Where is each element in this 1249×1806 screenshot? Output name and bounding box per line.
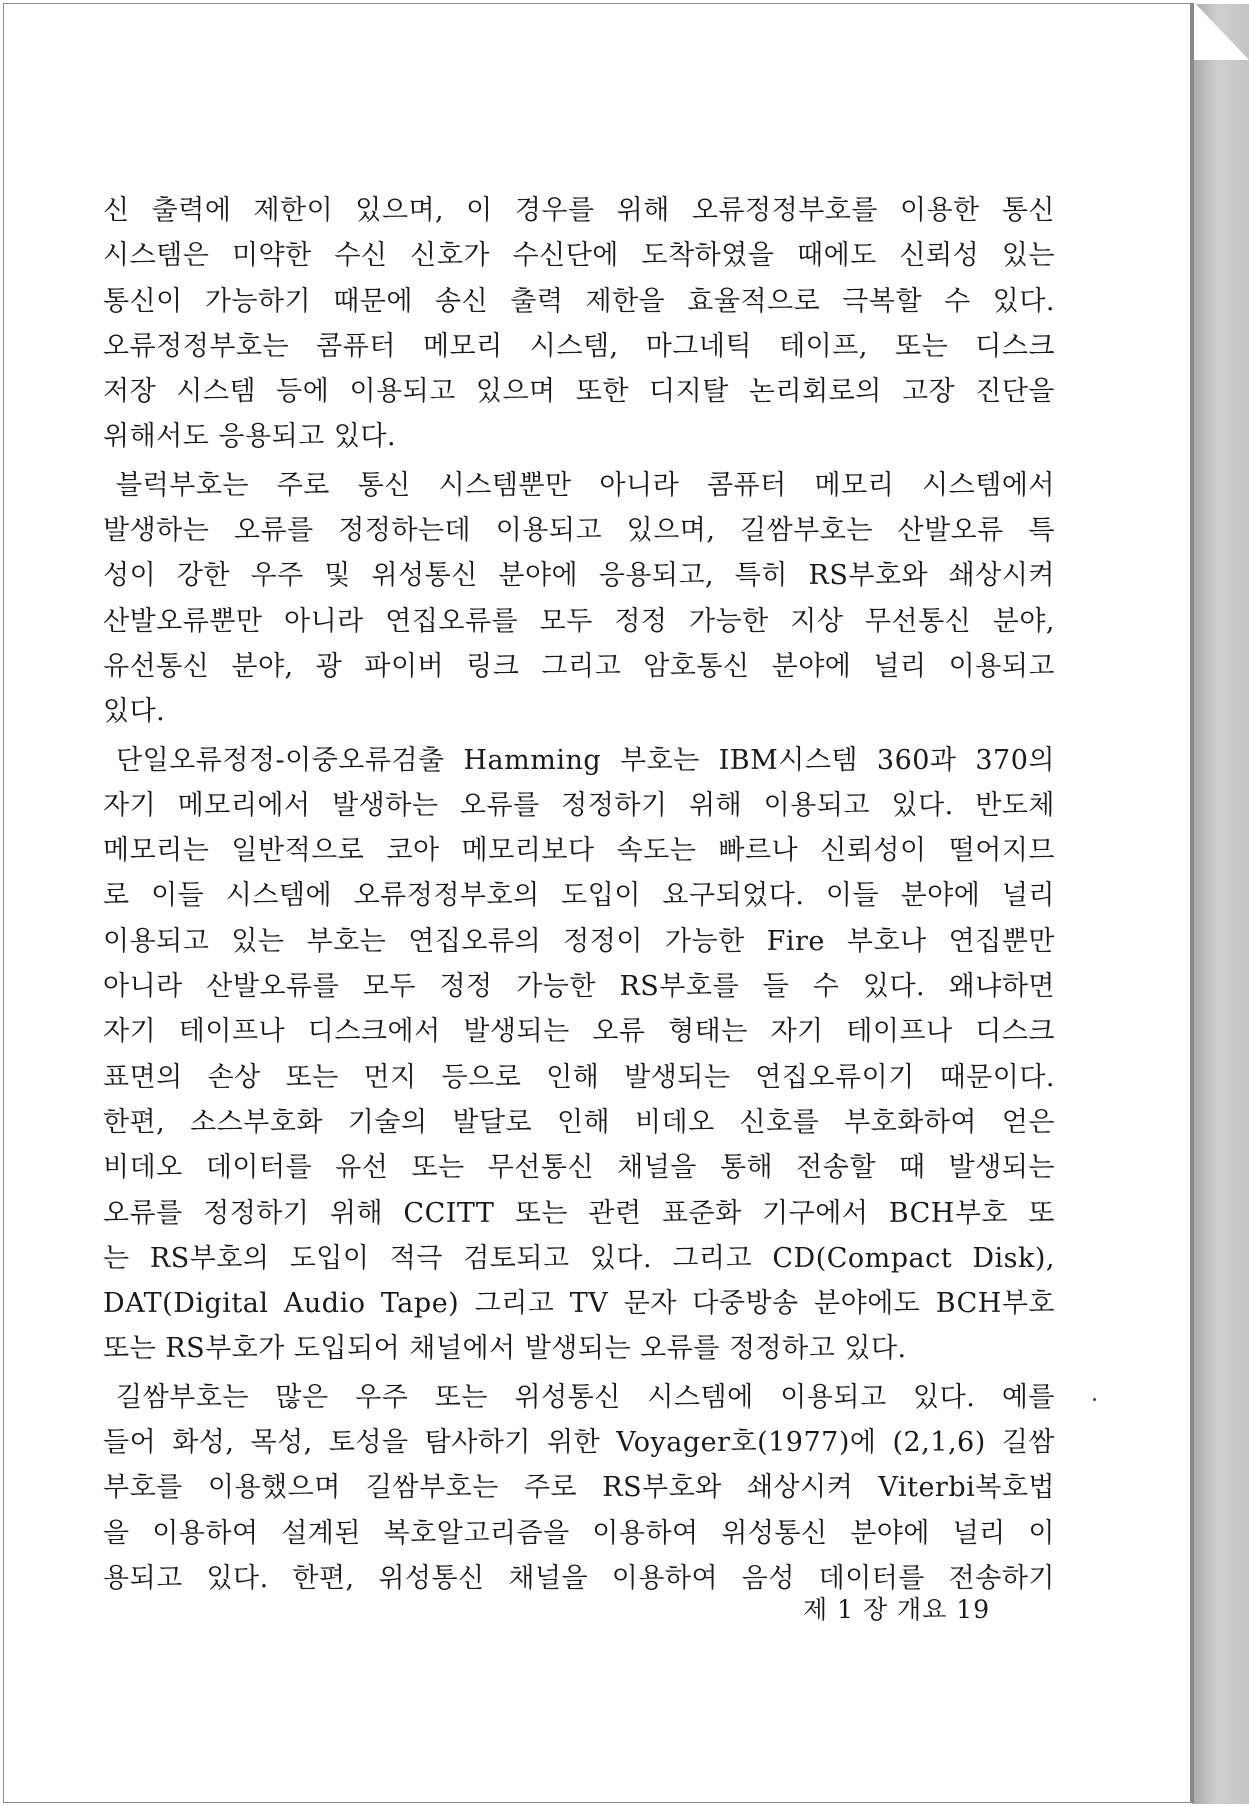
text-line: 위해서도 응용되고 있다. (103, 421, 397, 453)
text-line: 발생하는 오류를 정정하는데 이용되고 있으며, 길쌈부호는 산발오류 특 (103, 515, 1055, 547)
text-line: 메모리는 일반적으로 코아 메모리보다 속도는 빠르나 신뢰성이 떨어지므 (103, 835, 1055, 867)
text-line: 표면의 손상 또는 먼지 등으로 인해 발생되는 연집오류이기 때문이다. (103, 1061, 1055, 1093)
body-text (103, 188, 1055, 1601)
text-line: 오류를 정정하기 위해 CCITT 또는 관련 표준화 기구에서 BCH부호 또 (103, 1197, 1055, 1229)
text-line: 자기 테이프나 디스크에서 발생되는 오류 형태는 자기 테이프나 디스크 (103, 1016, 1055, 1048)
text-line: 신 출력에 제한이 있으며, 이 경우를 위해 오류정정부호를 이용한 통신 (103, 195, 1055, 226)
text-line: 블럭부호는 주로 통신 시스템뿐만 아니라 콤퓨터 메모리 시스템에서 (116, 469, 1055, 501)
text-line: DAT(Digital Audio Tape) 그리고 TV 문자 다중방송 분야에도 BCH부호 (103, 1288, 1055, 1320)
text-line: 자기 메모리에서 발생하는 오류를 정정하기 위해 이용되고 있다. 반도체 (103, 789, 1055, 821)
text-line: 산발오류뿐만 아니라 연집오류를 모두 정정 가능한 지상 무선통신 분야, (103, 605, 1055, 637)
text-line: 또는 RS부호가 도입되어 채널에서 발생되는 오류를 정정하고 있다. (103, 1333, 907, 1365)
text-line: 을 이용하여 설계된 복호알고리즘을 이용하여 위성통신 분야에 널리 이 (103, 1517, 1055, 1549)
text-line: 용되고 있다. 한편, 위성통신 채널을 이용하여 음성 데이터를 전송하기 (103, 1562, 1055, 1594)
text-line: 비데오 데이터를 유선 또는 무선통신 채널을 통해 전송할 때 발생되는 (103, 1152, 1055, 1184)
text-line: 이용되고 있는 부호는 연집오류의 정정이 가능한 Fire 부호나 연집뿐만 (103, 925, 1055, 957)
text-line: 아니라 산발오류를 모두 정정 가능한 RS부호를 들 수 있다. 왜냐하면 (103, 971, 1055, 1003)
text-line: 부호를 이용했으며 길쌈부호는 주로 RS부호와 쇄상시켜 Viterbi복호법 (103, 1472, 1055, 1504)
scan-speck (1093, 1398, 1096, 1401)
text-line: 시스템은 미약한 수신 신호가 수신단에 도착하였을 때에도 신뢰성 있는 (103, 240, 1055, 272)
text-line: 한편, 소스부호화 기술의 발달로 인해 비데오 신호를 부호화하여 얻은 (103, 1106, 1055, 1138)
text-line: 길쌈부호는 많은 우주 또는 위성통신 시스템에 이용되고 있다. 예를 (116, 1381, 1055, 1413)
text-line: 저장 시스템 등에 이용되고 있으며 또한 디지탈 논리회로의 고장 진단을 (103, 376, 1055, 408)
text-line: 는 RS부호의 도입이 적극 검토되고 있다. 그리고 CD(Compact Disk), (103, 1242, 1055, 1274)
text-line: 들어 화성, 목성, 토성을 탐사하기 위한 Voyager호(1977)에 (2,1,6) 길쌈 (103, 1427, 1055, 1459)
text-line: 통신이 가능하기 때문에 송신 출력 제한을 효율적으로 극복할 수 있다. (103, 285, 1055, 317)
text-line: 유선통신 분야, 광 파이버 링크 그리고 암호통신 분야에 널리 이용되고 (103, 650, 1055, 682)
page-edge-shadow (1192, 4, 1249, 1804)
page-footer: 제 1 장 개요 19 (803, 1595, 991, 1624)
page-fold (1192, 0, 1249, 60)
text-line: 성이 강한 우주 및 위성통신 분야에 응용되고, 특히 RS부호와 쇄상시켜 (103, 560, 1055, 592)
text-line: 있다. (103, 696, 166, 728)
text-line: 오류정정부호는 콤퓨터 메모리 시스템, 마그네틱 테이프, 또는 디스크 (103, 330, 1055, 362)
text-line: 단일오류정정-이중오류검출 Hamming 부호는 IBM시스템 360과 370의 (116, 744, 1055, 776)
text-line: 로 이들 시스템에 오류정정부호의 도입이 요구되었다. 이들 분야에 널리 (103, 880, 1055, 912)
